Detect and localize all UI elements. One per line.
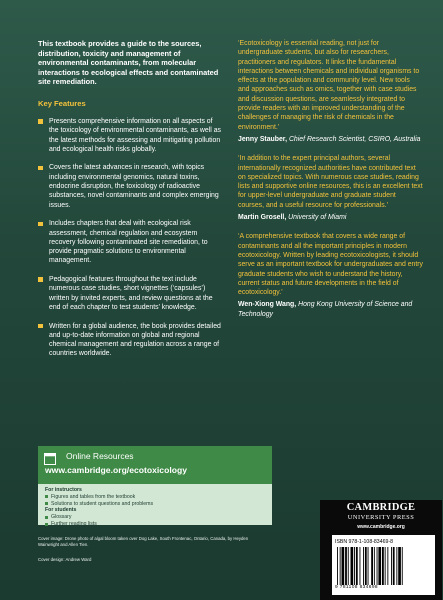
key-features-title: Key Features [38,99,86,108]
online-resources-panel [38,446,272,525]
barcode-card [332,535,435,595]
bullet-square-icon [45,495,48,498]
online-resources-header [38,446,272,484]
reviewer-affiliation: University of Miami [288,214,347,222]
bullet-square-icon [38,277,43,282]
key-feature-item: Pedagogical features throughout the text include numerous case studies, short vignettes (‘capsules’) written by invited experts, and review questions at the end of each chapter to test students’ knowledge. [38,275,223,312]
resource-item: Further reading lists [45,521,267,528]
reviewer-affiliation: Hong Kong University of Science and Technology [238,301,413,318]
review-attribution [238,135,423,144]
bullet-square-icon [38,166,43,171]
barcode-digits: 9 781108 834698 [335,585,378,590]
key-features-list [38,117,223,368]
reviewer-affiliation: Chief Research Scientist, CSIRO, Australia [288,135,421,143]
bullet-square-icon [38,324,43,329]
resource-item: Figures and tables from the textbook [45,494,267,501]
review-attribution [238,300,423,319]
key-feature-item: Includes chapters that deal with ecological risk assessment, chemical regulation and ecosystem recovery following contaminated site remediation, to provide pragmatic solutions to environmental management. [38,219,223,265]
bullet-square-icon [45,516,48,519]
resource-item: Solutions to student questions and problems [45,501,267,508]
barcode-icon [335,547,432,585]
review-block [238,232,423,319]
review-quote: ‘In addition to the expert principal authors, several internationally recognized authorities have contributed text on specialized topics. With numerous case studies, reading lists and supportive online resources, this is an excellent text for upper-level undergraduate and graduate student courses, and a useful resource for professionals.’ [238,155,423,209]
bullet-square-icon [45,523,48,526]
review-block [238,39,423,144]
review-quote: ‘A comprehensive textbook that covers a wide range of contaminants and all the important principles in modern ecotoxicology. Written by leading ecotoxicologists, it should serve as an important textbook for undergraduates and entry graduate students who wish to understand the history, current status and future developments in the field of ecotoxicology.’ [238,233,424,297]
publisher-name: CAMBRIDGE [346,502,416,513]
publisher-press: UNIVERSITY PRESS [347,514,415,521]
cover-design-credit: Cover design: Andrew Ward [38,557,92,562]
bullet-square-icon [45,502,48,505]
review-block [238,154,423,222]
intro-text: This textbook provides a guide to the sources, distribution, toxicity and management of environmental contaminants, from molecular interactions to ecological effects and contaminated site remediation. [38,39,219,87]
resource-item: Glossary [45,514,267,521]
bullet-square-icon [38,119,43,124]
online-resources-url[interactable]: www.cambridge.org/ecotoxicology [45,465,187,475]
review-attribution [238,213,423,222]
resource-group-title: For instructors [45,487,82,493]
cover-image-credit: Cover image: Drone photo of algal bloom taken over Dog Lake, South Frontenac, Ontario, Canada, by Heyden Wainwright and Allen Tien. [38,536,249,548]
key-feature-item: Written for a global audience, the book provides detailed and up-to-date information on global and regional chemical management and regulation across a range of countries worldwide. [38,322,223,359]
online-resources-list [45,487,267,528]
publisher-url: www.cambridge.org [357,524,405,530]
reviewer-name: Wen-Xiong Wang, [238,301,297,309]
online-resources-title: Online Resources [66,451,134,461]
key-feature-item: Presents comprehensive information on all aspects of the toxicology of environmental contaminants, as well as the latest methods for assessing and mitigating pollution and ecological health risks globally. [38,117,223,154]
reviews-column [238,39,423,329]
key-feature-item: Covers the latest advances in research, with topics including environmental genomics, natural toxins, endocrine disruption, the toxicology of radioactive substances, novel contaminants and complex emerging issues. [38,163,223,209]
review-quote: ‘Ecotoxicology is essential reading, not just for undergraduate students, but also for researchers, practitioners and regulators. It links the fundamental interactions between chemicals and individual organisms to effects at the population and community level. New tools and approaches such as omics, together with case studies and discussion questions, are seamlessly integrated to provide readers with an improved understanding of the challenges of managing the risk of chemicals in the environment.’ [238,40,420,131]
resource-group-title: For students [45,507,77,514]
reviewer-name: Martin Grosell, [238,214,287,222]
reviewer-name: Jenny Stauber, [238,135,288,143]
isbn-label: ISBN 978-1-108-83469-8 [335,539,393,545]
bullet-square-icon [38,222,43,227]
